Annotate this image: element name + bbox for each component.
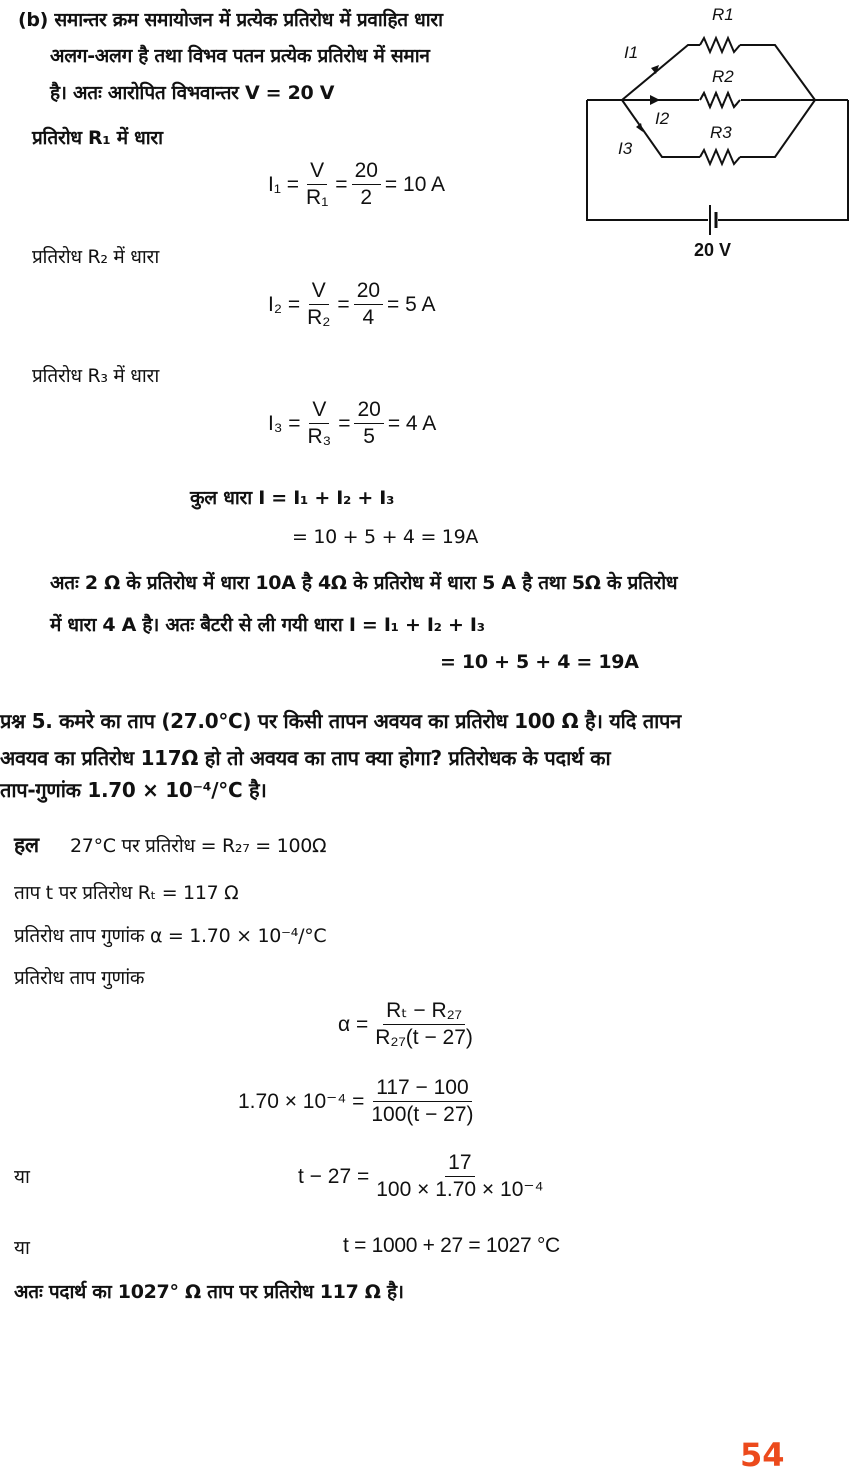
denominator: R₂ bbox=[307, 306, 331, 329]
eq-lhs: α = bbox=[338, 1012, 369, 1036]
denominator: 4 bbox=[362, 306, 375, 329]
r3-label: R3 bbox=[710, 123, 732, 142]
conclusion-line-2: में धारा 4 A है। अतः बैटरी से ली गयी धारा I = I₁ + I₂ + I₃ bbox=[50, 614, 485, 636]
parallel-circuit-diagram bbox=[0, 0, 852, 270]
equals: = bbox=[335, 172, 348, 196]
equation-alpha bbox=[338, 998, 480, 1051]
solution-heading: हल bbox=[14, 833, 39, 857]
solution-line-2: ताप t पर प्रतिरोध Rₜ = 117 Ω bbox=[14, 882, 239, 904]
arrow-i2-icon bbox=[650, 95, 660, 105]
denominator: 2 bbox=[360, 186, 373, 209]
numerator: 17 bbox=[445, 1150, 474, 1177]
eq-result: = 4 A bbox=[387, 411, 437, 435]
denominator: 100 × 1.70 × 10⁻⁴ bbox=[376, 1178, 544, 1201]
fraction bbox=[368, 1075, 476, 1128]
question-5-line-2: अवयव का प्रतिरोध 117Ω हो तो अवयव का ताप क्या होगा? प्रतिरोधक के पदार्थ का bbox=[0, 746, 611, 770]
equation-t-minus-27 bbox=[298, 1150, 550, 1203]
fraction bbox=[304, 397, 334, 450]
equation-substitution bbox=[238, 1075, 481, 1128]
fraction bbox=[354, 397, 383, 450]
numerator: V bbox=[309, 397, 329, 424]
denominator: R₁ bbox=[306, 186, 329, 209]
conclusion-line-3: = 10 + 5 + 4 = 19A bbox=[440, 651, 639, 673]
total-current-line-1: कुल धारा I = I₁ + I₂ + I₃ bbox=[190, 487, 395, 509]
final-conclusion: अतः पदार्थ का 1027° Ω ताप पर प्रतिरोध 117 Ω है। bbox=[14, 1281, 404, 1303]
solution-line-1: 27°C पर प्रतिरोध = R₂₇ = 100Ω bbox=[70, 835, 327, 857]
eq-lhs: t − 27 = bbox=[298, 1164, 370, 1188]
resistor-r3 bbox=[700, 150, 740, 164]
denominator: 5 bbox=[363, 425, 375, 448]
or-label-1: या bbox=[14, 1166, 30, 1188]
outer-wire-left bbox=[587, 100, 708, 220]
r1-label: R1 bbox=[712, 5, 734, 24]
arrow-i3-icon bbox=[636, 123, 643, 132]
total-current-line-2: = 10 + 5 + 4 = 19A bbox=[292, 526, 479, 548]
numerator: 20 bbox=[354, 278, 383, 305]
eq-lhs: 1.70 × 10⁻⁴ = bbox=[238, 1090, 365, 1113]
page-number: 54 bbox=[740, 1436, 785, 1474]
denominator: 100(t − 27) bbox=[371, 1103, 474, 1126]
numerator: Rₜ − R₂₇ bbox=[383, 998, 465, 1025]
part-b-line-1: (b) समान्तर क्रम समायोजन में प्रत्येक प्रतिरोध में प्रवाहित धारा bbox=[18, 9, 443, 31]
question-5-line-1: प्रश्न 5. कमरे का ताप (27.0°C) पर किसी तापन अवयव का प्रतिरोध 100 Ω है। यदि तापन bbox=[0, 709, 681, 733]
i3-label: I3 bbox=[618, 139, 633, 158]
fraction bbox=[372, 998, 476, 1051]
solution-line-4: प्रतिरोध ताप गुणांक bbox=[14, 967, 145, 989]
r3-current-label: प्रतिरोध R₃ में धारा bbox=[32, 365, 159, 387]
battery-label: 20 V bbox=[694, 240, 732, 260]
eq-lhs: I₁ = bbox=[268, 172, 300, 196]
eq-result: = 10 A bbox=[384, 172, 446, 196]
equals: = bbox=[337, 292, 350, 316]
or-label-2: या bbox=[14, 1237, 30, 1259]
numerator: V bbox=[307, 158, 327, 185]
denominator: R₃ bbox=[307, 425, 332, 448]
equation-i2 bbox=[268, 278, 436, 331]
r2-current-label: प्रतिरोध R₂ में धारा bbox=[32, 246, 159, 268]
resistor-r1 bbox=[700, 38, 740, 52]
r2-label: R2 bbox=[712, 67, 734, 86]
numerator: 117 − 100 bbox=[373, 1075, 471, 1102]
conclusion-line-1: अतः 2 Ω के प्रतिरोध में धारा 10A है 4Ω के प्रतिरोध में धारा 5 A है तथा 5Ω के प्रतिरोध bbox=[50, 572, 678, 594]
numerator: V bbox=[309, 278, 329, 305]
question-5-line-3: ताप-गुणांक 1.70 × 10⁻⁴/°C है। bbox=[0, 778, 267, 802]
i1-label: I1 bbox=[624, 43, 639, 62]
solution-line-3: प्रतिरोध ताप गुणांक α = 1.70 × 10⁻⁴/°C bbox=[14, 925, 327, 947]
eq-result: = 5 A bbox=[387, 292, 436, 316]
i2-label: I2 bbox=[655, 109, 670, 128]
fraction bbox=[304, 278, 333, 331]
numerator: 20 bbox=[354, 397, 383, 424]
eq-lhs: I₂ = bbox=[268, 292, 301, 316]
r1-current-label: प्रतिरोध R₁ में धारा bbox=[32, 127, 163, 149]
denominator: R₂₇(t − 27) bbox=[375, 1026, 473, 1049]
fraction bbox=[354, 278, 383, 331]
equals: = bbox=[338, 411, 351, 435]
fraction bbox=[373, 1150, 546, 1203]
eq-lhs: I₃ = bbox=[268, 411, 301, 435]
part-b-line-3: है। अतः आरोपित विभवान्तर V = 20 V bbox=[50, 82, 335, 104]
numerator: 20 bbox=[352, 158, 381, 185]
equation-i3 bbox=[268, 397, 436, 450]
equation-final-t: t = 1000 + 27 = 1027 °C bbox=[343, 1234, 560, 1257]
part-b-line-2: अलग-अलग है तथा विभव पतन प्रत्येक प्रतिरोध में समान bbox=[50, 45, 430, 67]
